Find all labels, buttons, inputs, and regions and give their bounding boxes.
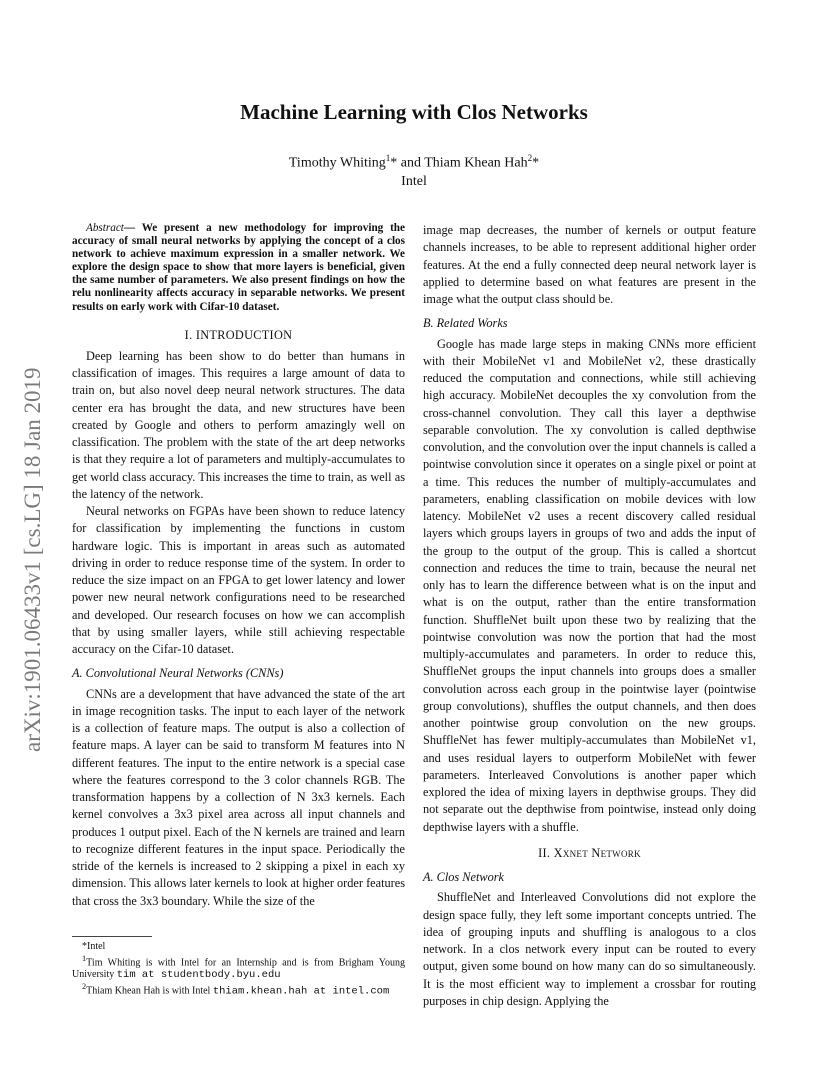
cnn-paragraph-continued: image map decreases, the number of kernels or output feature channels increases, to be able to represent additional higher order features. At the end a fully connected deep neural network layer is applied to determine based on what features are present in the image what the output class should be. — [423, 223, 756, 306]
cnn-paragraph-1: CNNs are a development that have advanced the state of the art in image recognition tasks. The input to each layer of the network is a collection of feature maps. The output is also a collection of feature maps. A layer can be said to transform M features into N different features. The input to the entire network is a special case where the features correspond to the 3 color channels RGB. The transformation happens by a collection of N 3x3 kernels. Each kernel convolves a 3x3 pixel area across all input channels and produces 1 output pixel. Each of the N kernels are trained and learn to recognize different features in the input space. Periodically the stride of the kernels is increased to 2 skipping a pixel in each xy dimension. This allows later kernels to look at higher order features that cross the 3x3 boundary. While the size of the — [72, 686, 405, 908]
author-line — [0, 149, 828, 173]
intro-paragraph-1: Deep learning has been show to do better than humans in classification of images. This requires a large amount of data to train on, but also novel deep neural network structures. The data center era has brought the data, and new structures have been created by Google and others to perform amazingly well on classification. The problem with the state of the art deep networks is that they require a lot of parameters and multiply-accumulates to get world class accuracy. This increases the time to train, as well as the latency of the network. — [72, 348, 405, 501]
author-1-star: * — [390, 155, 398, 171]
arxiv-stamp: arXiv:1901.06433v1 [cs.LG] 18 Jan 2019 — [20, 367, 45, 752]
footnote-2 — [72, 981, 405, 997]
related-works-paragraph: Google has made large steps in making CNNs more efficient with their MobileNet v1 and MobileNet v2, these drastically reduced the computation and connections, while still achieving high accuracy. MobileNet decouples the xy convolution from the cross-channel convolution. They call this layer a depthwise separable convolution. The xy convolution is called depthwise convolution, and the convolution over the input channels is called a pointwise convolution since it operates on a single pixel or point at a time. This reduces the number of multiply-accumulates and parameters, enabling classification on mobile devices with low latency. MobileNet v2 uses a recent discovery called residual layers which groups layers in groups of two and adds the input of the group to the output of the group. This is called a shortcut connection and reduces the time to train, because the neural net only has to learn the difference between what is on the input and what is on the output, rather than the entire transformation function. ShuffleNet built upon these two by realizing that the pointwise convolution was now the portion that had the most multiply-accumulates and parameters. In order to reduce this, ShuffleNet groups the input channels into groups does a smaller convolution across each group in the pointwise layer (pointwise group convolutions), shuffles the output channels, and then does another pointwise group convolution on the new groups. ShuffleNet has fewer multiply-accumulates than MobileNet v1, and uses residual layers to outperform MobileNet with fewer parameters. Interleaved Convolutions is another paper which explored the idea of mixing layers in depthwise groups. They did not separate out the depthwise from pointwise, instead only doing depthwise layers with a shuffle. — [423, 336, 756, 834]
author-2-star: * — [532, 155, 540, 171]
footnote-2-text: Thiam Khean Hah is with Intel — [86, 985, 213, 997]
subsection-heading-clos-network: A. Clos Network — [423, 870, 504, 884]
footnote-1-email: tim at studentbody.byu.edu — [116, 969, 281, 982]
abstract-label: Abstract — [86, 222, 124, 234]
author-conjunction: and — [397, 155, 425, 171]
footnote-2-email: thiam.khean.hah at intel.com — [212, 985, 390, 998]
section-heading-introduction: I. INTRODUCTION — [184, 327, 293, 342]
right-column — [423, 222, 756, 1010]
abstract-text: — We present a new methodology for improving the accuracy of small neural networks by applying the concept of a clos network to achieve maximum expression in a smaller network. We explore the design space to show that more layers is beneficial, given the same number of parameters. We also present findings on how the relu nonlinearity affects accuracy in separable networks. We present results on early work with Cifar-10 dataset. — [72, 222, 405, 313]
author-2: Thiam Khean Hah — [424, 155, 528, 171]
paper-title: Machine Learning with Clos Networks — [240, 100, 588, 124]
section-heading-xxnet: II. Xxnet Network — [538, 845, 641, 860]
affiliation: Intel — [401, 173, 427, 189]
footnote-1-mark: 1 — [82, 954, 87, 963]
author-1: Timothy Whiting — [288, 155, 386, 171]
author-1-footnote-mark: 1 — [385, 153, 391, 163]
footnote-star: *Intel — [82, 941, 106, 952]
abstract — [72, 222, 405, 314]
footnote-1-text: Tim Whiting is with Intel for an Internship and is from Brigham Young University — [72, 957, 405, 981]
author-block — [0, 149, 828, 191]
subsection-heading-cnn: A. Convolutional Neural Networks (CNNs) — [72, 666, 284, 681]
footnote-1 — [72, 953, 405, 981]
footnote-rule — [72, 936, 152, 937]
intro-paragraph-2: Neural networks on FGPAs have been shown to reduce latency for classification by implementing the functions in custom hardware logic. This is important in areas such as automated driving in order to reduce response time of the system. In order to reduce the size impact on an FPGA to get lower latency and lower power new neural network configurations need to be researched and developed. Our research focuses on how we can accomplish that by using smaller layers, while still achieving respectable accuracy on the Cifar-10 dataset. — [72, 504, 405, 657]
footnote-2-mark: 2 — [82, 982, 87, 992]
clos-network-paragraph: ShuffleNet and Interleaved Convolutions did not explore the design space fully, they left some important concepts untried. The idea of grouping inputs and shuffling is analogous to a clos network. In a clos network every input can be routed to every output, given some bound on how many can do so simultaneously. It is the most efficient way to implement a crossbar for routing purposes in chip design. Applying the — [423, 890, 756, 1008]
footnotes — [72, 936, 405, 998]
subsection-heading-related-works: B. Related Works — [423, 316, 508, 331]
author-2-footnote-mark: 2 — [527, 153, 533, 163]
left-column — [72, 222, 405, 910]
